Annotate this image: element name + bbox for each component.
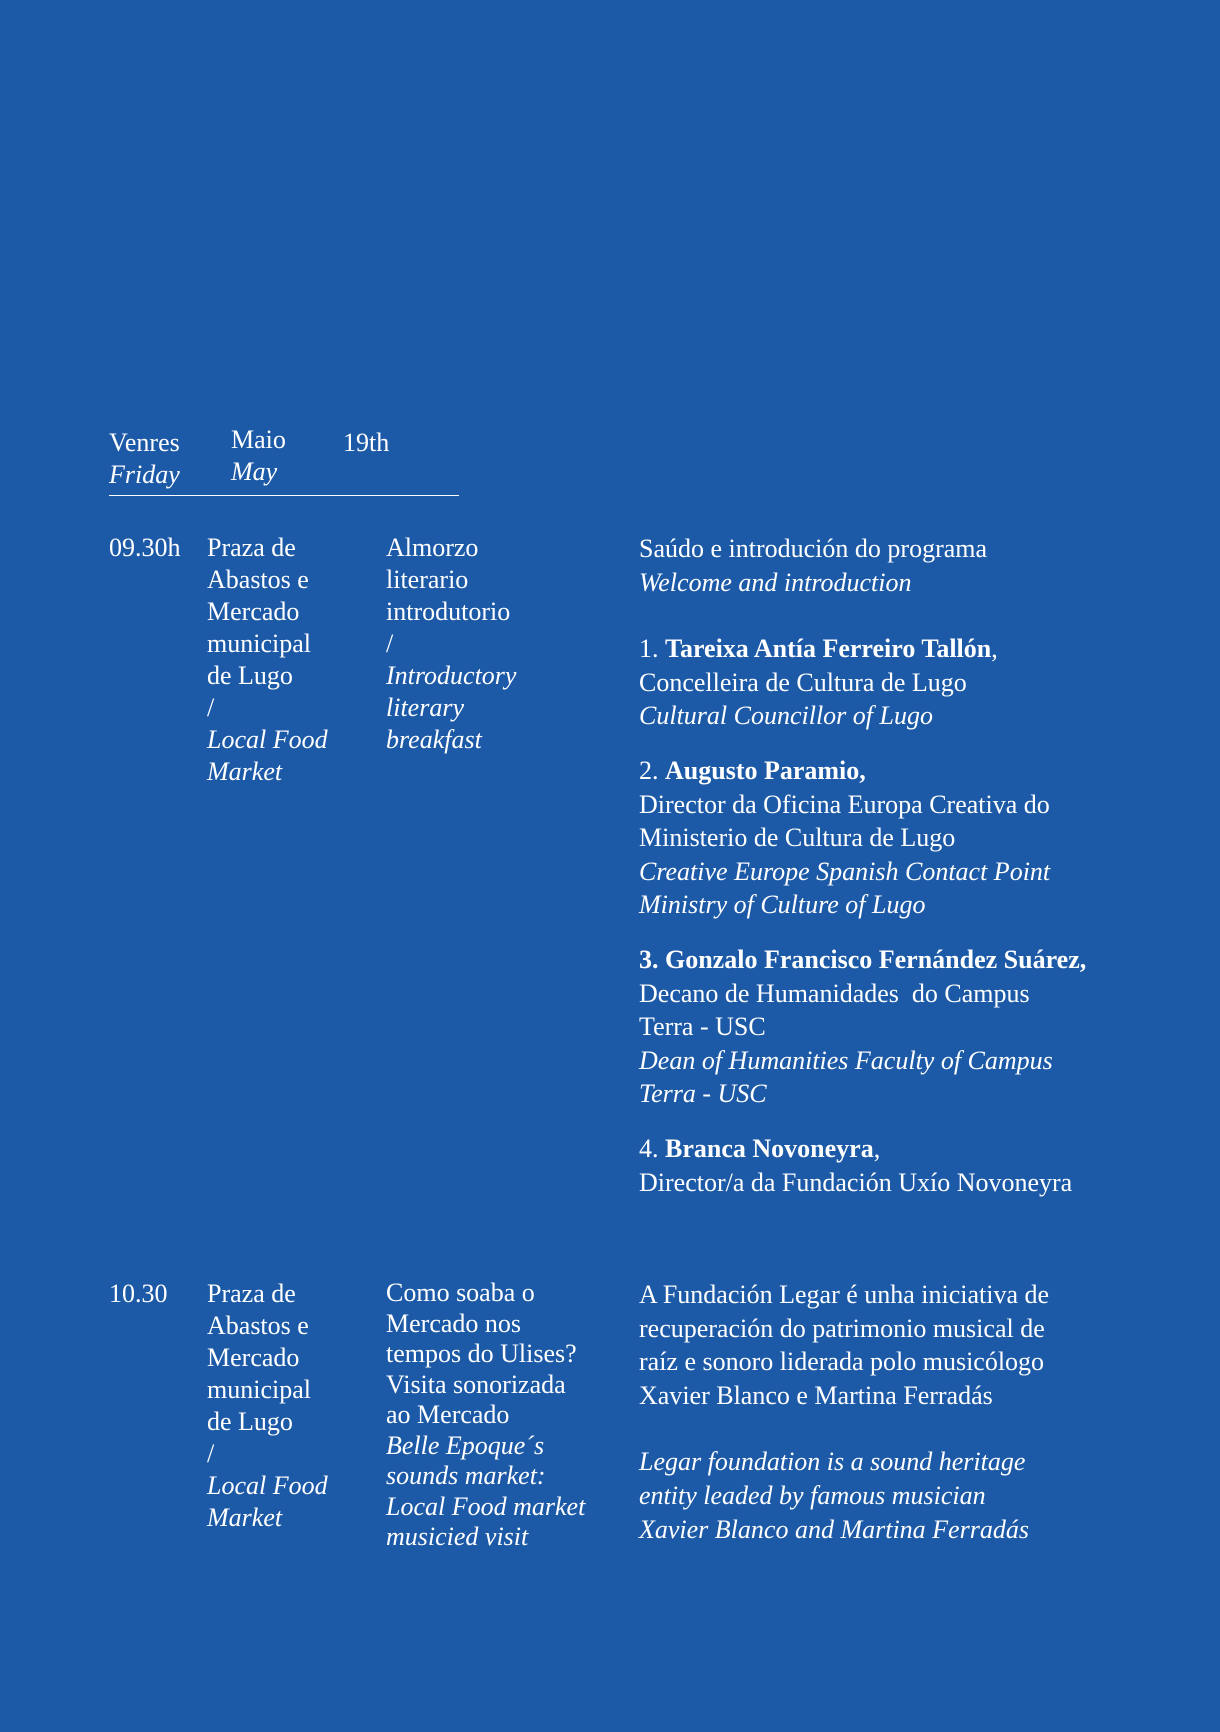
activity-line: Mercado nos <box>386 1308 522 1338</box>
activity-line: literario <box>386 565 469 594</box>
speaker-4 <box>639 1132 1072 1199</box>
speaker-separator: , <box>991 634 998 663</box>
speaker-1 <box>639 632 998 733</box>
place-line: / <box>207 1439 215 1468</box>
speaker-role-en: Creative Europe Spanish Contact Point <box>639 856 1051 886</box>
speaker-role: Director/a da Fundación Uxío Novoneyra <box>639 1167 1073 1197</box>
speaker-separator: , <box>873 1134 881 1163</box>
speaker-role: Concelleira de Cultura de Lugo <box>639 667 967 697</box>
speaker-name: Gonzalo Francisco Fernández Suárez, <box>665 945 1087 974</box>
activity-line-en: Belle Epoque´s <box>386 1430 545 1460</box>
activity-line-en: sounds market: <box>386 1461 546 1490</box>
description-line: Xavier Blanco e Martina Ferradás <box>639 1380 993 1410</box>
description-line-en: Xavier Blanco and Martina Ferradás <box>639 1515 1029 1544</box>
place-line: de Lugo <box>207 1407 293 1436</box>
speaker-role-en: Ministry of Culture of Lugo <box>639 890 926 919</box>
place-line: Abastos e <box>207 1311 309 1340</box>
speaker-role: Decano de Humanidades do Campus <box>639 978 1030 1008</box>
header-divider <box>109 495 459 496</box>
activity-line: Almorzo <box>386 533 479 562</box>
activity-line-en: musicied visit <box>386 1522 529 1551</box>
event-time: 10.30 <box>109 1279 168 1308</box>
place-line: Praza de <box>207 1279 296 1308</box>
place-line-en: Market <box>207 757 283 786</box>
place-line: / <box>207 693 215 722</box>
day-label-en: Friday <box>109 460 180 489</box>
description-line-en: Legar foundation is a sound heritage <box>639 1447 1026 1476</box>
place-line-en: Local Food <box>207 725 328 754</box>
event-time: 09.30h <box>109 533 181 562</box>
date-label: 19th <box>343 428 390 457</box>
activity-line: / <box>386 629 394 658</box>
speaker-role-en: Terra - USC <box>639 1079 767 1108</box>
speaker-role: Terra - USC <box>639 1012 766 1041</box>
event-description <box>639 1278 1049 1412</box>
speaker-number: 2. <box>639 756 659 785</box>
speaker-name: Tareixa Antía Ferreiro Tallón <box>665 634 992 663</box>
description-line: raíz e sonoro liderada polo musicólogo <box>639 1347 1045 1376</box>
place-line: municipal <box>207 629 311 658</box>
activity-line-en: Introductory <box>386 661 517 690</box>
activity-line: Visita sonorizada <box>386 1369 566 1399</box>
activity-line: tempos do Ulises? <box>386 1339 577 1368</box>
event-activity <box>386 1278 585 1553</box>
activity-line: introdutorio <box>386 597 511 626</box>
activity-line-en: breakfast <box>386 725 482 754</box>
description-line: A Fundación Legar é unha iniciativa de <box>639 1280 1050 1309</box>
event-place <box>207 532 328 788</box>
activity-line: Como soaba o <box>386 1278 535 1307</box>
place-line: Praza de <box>207 533 296 562</box>
place-line: Abastos e <box>207 565 309 594</box>
place-line: de Lugo <box>207 661 293 690</box>
speaker-number: 1. <box>639 634 659 663</box>
day-label: Venres <box>109 428 180 457</box>
month-label-en: May <box>231 457 278 486</box>
speaker-role-en: Dean of Humanities Faculty of Campus <box>639 1045 1053 1075</box>
intro-title: Saúdo e introdución do programa <box>639 534 988 563</box>
event-place <box>207 1278 328 1534</box>
speaker-name: Augusto Paramio, <box>665 756 866 785</box>
place-line: Mercado <box>207 1343 300 1372</box>
place-line-en: Local Food <box>207 1471 328 1500</box>
activity-line: ao Mercado <box>386 1400 510 1429</box>
event-description-en <box>639 1445 1029 1547</box>
speaker-role-en: Cultural Councillor of Lugo <box>639 701 933 730</box>
speaker-2 <box>639 754 1050 922</box>
event-details <box>639 532 987 599</box>
speaker-role: Ministerio de Cultura de Lugo <box>639 823 956 852</box>
month-label: Maio <box>231 425 286 454</box>
activity-line-en: literary <box>386 693 464 722</box>
place-line-en: Market <box>207 1503 283 1532</box>
speaker-number: 3. <box>639 945 659 974</box>
speaker-3 <box>639 943 1086 1111</box>
intro-title-en: Welcome and introduction <box>639 567 912 597</box>
place-line: municipal <box>207 1375 311 1404</box>
description-line-en: entity leaded by famous musician <box>639 1481 986 1510</box>
place-line: Mercado <box>207 597 300 626</box>
speaker-name: Branca Novoneyra <box>665 1134 874 1163</box>
description-line: recuperación do patrimonio musical de <box>639 1313 1045 1343</box>
speaker-number: 4. <box>639 1134 659 1163</box>
speaker-role: Director da Oficina Europa Creativa do <box>639 789 1050 819</box>
event-activity <box>386 532 516 756</box>
activity-line-en: Local Food market <box>386 1491 586 1521</box>
